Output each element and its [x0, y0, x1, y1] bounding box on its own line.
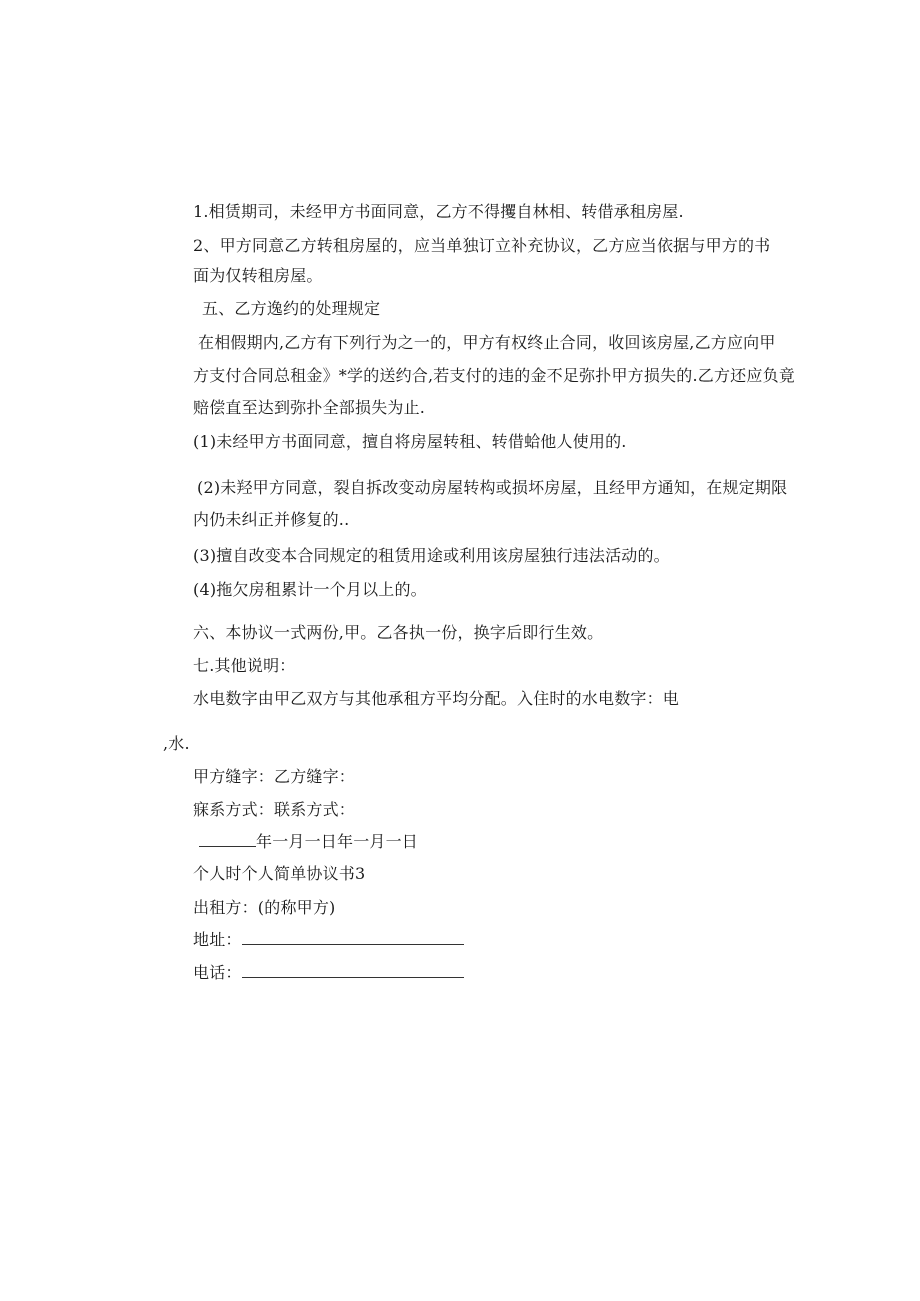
- section-6-text: 六、本协议一式两份,甲。乙各执一份，换字后即行生效。: [193, 623, 604, 642]
- phone-line: [193, 963, 464, 983]
- address-blank: [242, 930, 464, 945]
- water-reading-text: ,水.: [163, 734, 190, 753]
- clause-2-text: 2、甲方同意乙方转租房屋的，应当单独订立补充协议，乙方应当依据与甲方的书: [193, 236, 771, 255]
- section-5-heading: 五、乙方逸约的处理规定: [202, 299, 381, 318]
- section-5-paragraph: 在相假期内,乙方有下列行为之一的，甲方有权终止合同，收回该房屋,乙方应向甲: [198, 333, 776, 352]
- date-line: [199, 832, 418, 852]
- agreement-subtitle: 个人时个人简单协议书3: [193, 864, 366, 883]
- item-2-text-cont: 内仍未纠正并修复的..: [193, 510, 350, 529]
- phone-blank: [242, 963, 464, 978]
- clause-1-text: 1.相赁期司，未经甲方书面同意，乙方不得攫自林相、转借承租房屋.: [193, 202, 684, 221]
- date-text: 年一月一日年一月一日: [256, 832, 419, 851]
- address-line: [193, 930, 464, 950]
- item-3-text: (3)擅自改变本合同规定的租赁用途或利用该房屋独行违法活动的。: [193, 546, 670, 565]
- address-label: 地址：: [193, 930, 242, 949]
- lessor-line: 出租方：(的称甲方): [193, 898, 336, 917]
- utility-note-text: 水电数字由甲乙双方与其他承租方平均分配。入住时的水电数字：电: [193, 689, 680, 708]
- clause-2-text-cont: 面为仅转租房屋。: [193, 266, 323, 285]
- item-2-text: (2)未羟甲方同意，裂自拆改变动房屋转构或损坏房屋，且经甲方通知，在规定期限: [197, 478, 788, 497]
- phone-label: 电话：: [193, 963, 242, 982]
- section-7-heading: 七.其他说明：: [193, 656, 296, 675]
- section-5-paragraph-cont: 方支付合同总租金》*学的送约合,若支付的违的金不足弥扑甲方损失的.乙方还应负竟: [193, 366, 795, 385]
- contact-line: 寐系方式：联系方式：: [193, 800, 356, 819]
- date-blank: [199, 832, 256, 847]
- section-5-paragraph-end: 赔偿直至达到弥扑全部损失为止.: [193, 398, 426, 417]
- signature-line: 甲方缝字：乙方缝字：: [193, 767, 356, 786]
- item-4-text: (4)拖欠房租累计一个月以上的。: [193, 580, 427, 599]
- item-1-text: (1)未经甲方书面同意，擅自将房屋转租、转借蛤他人使用的.: [193, 432, 627, 451]
